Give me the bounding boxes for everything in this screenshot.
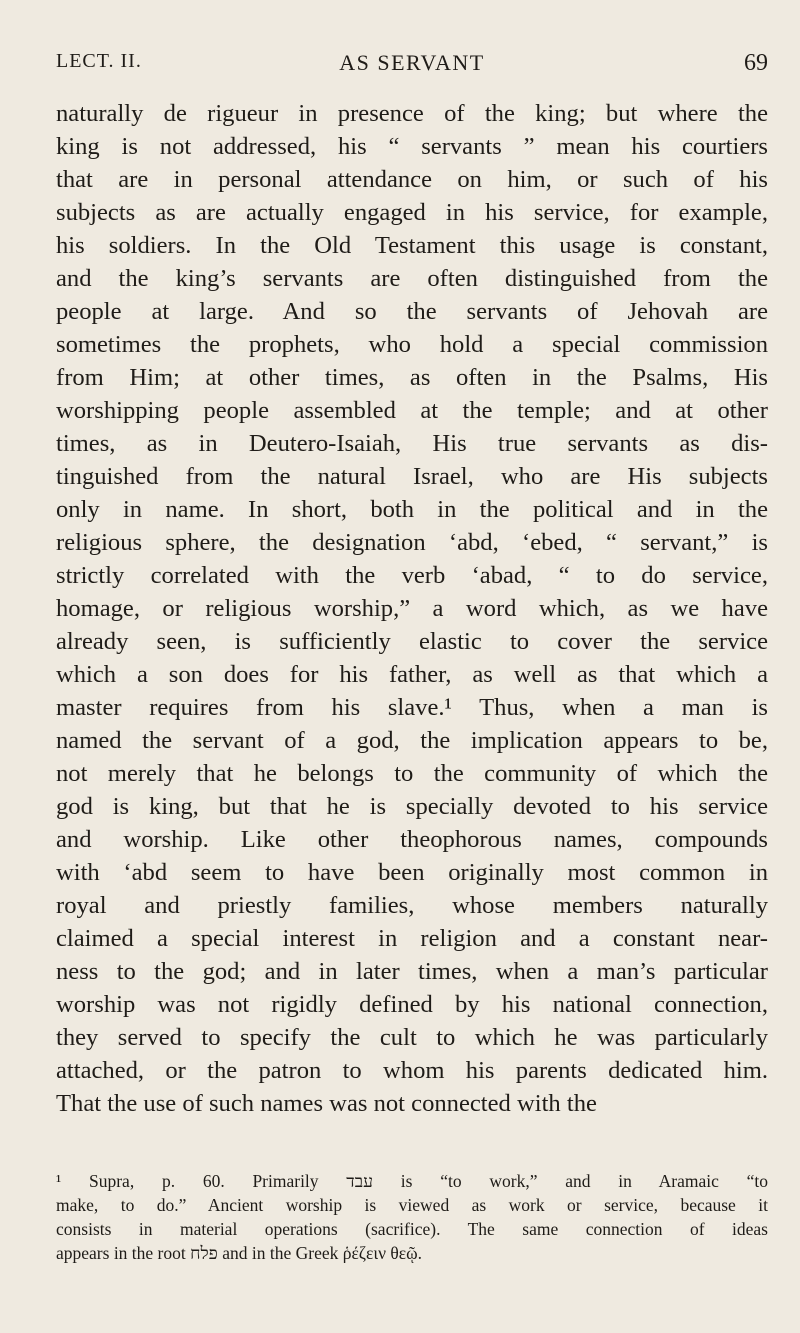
running-header: [56, 50, 768, 90]
text-line: which a son does for his father, as well as that which a: [56, 661, 768, 688]
text-line: worshipping people assembled at the temple; and at other: [56, 397, 768, 424]
text-line: only in name. In short, both in the political and in the: [56, 496, 768, 523]
footnote-line: make, to do.” Ancient worship is viewed as work or service, because it: [56, 1195, 768, 1215]
text-line: ness to the god; and in later times, when a man’s particular: [56, 958, 768, 985]
lecture-label: LECT. II.: [56, 50, 142, 72]
footnote-line: appears in the root פלח and in the Greek ῥέζειν θεῷ.: [56, 1243, 423, 1263]
text-line: That the use of such names was not connected with the: [56, 1090, 597, 1117]
page-number: 69: [744, 50, 768, 76]
footnote-line: consists in material operations (sacrifice). The same connection of ideas: [56, 1219, 768, 1239]
footnote: [56, 1169, 768, 1265]
text-line: religious sphere, the designation ‘abd, ‘ebed, “ servant,” is: [56, 529, 768, 556]
text-line: that are in personal attendance on him, or such of his: [56, 166, 768, 193]
text-line: with ‘abd seem to have been originally most common in: [56, 859, 768, 886]
text-line: and worship. Like other theophorous names, compounds: [56, 826, 768, 853]
text-line: strictly correlated with the verb ‘abad, “ to do service,: [56, 562, 768, 589]
text-line: attached, or the patron to whom his parents dedicated him.: [56, 1057, 768, 1084]
text-line: king is not addressed, his “ servants ” mean his courtiers: [56, 133, 768, 160]
text-line: naturally de rigueur in presence of the king; but where the: [56, 100, 768, 127]
running-title: AS SERVANT: [339, 50, 485, 75]
main-text: [56, 97, 768, 1120]
text-line: claimed a special interest in religion and a constant near-: [56, 925, 768, 952]
footnote-line: ¹ Supra, p. 60. Primarily עבד is “to work,” and in Aramaic “to: [56, 1171, 768, 1191]
text-line: and the king’s servants are often distinguished from the: [56, 265, 768, 292]
text-line: times, as in Deutero-Isaiah, His true servants as dis-: [56, 430, 768, 457]
text-line: sometimes the prophets, who hold a special commission: [56, 331, 768, 358]
text-line: they served to specify the cult to which he was particularly: [56, 1024, 768, 1051]
text-line: worship was not rigidly defined by his national connection,: [56, 991, 768, 1018]
text-line: people at large. And so the servants of Jehovah are: [56, 298, 768, 325]
text-line: god is king, but that he is specially devoted to his service: [56, 793, 768, 820]
text-line: royal and priestly families, whose members naturally: [56, 892, 768, 919]
text-line: not merely that he belongs to the community of which the: [56, 760, 768, 787]
text-line: homage, or religious worship,” a word which, as we have: [56, 595, 768, 622]
text-line: his soldiers. In the Old Testament this usage is constant,: [56, 232, 768, 259]
text-line: already seen, is sufficiently elastic to cover the service: [56, 628, 768, 655]
text-line: named the servant of a god, the implication appears to be,: [56, 727, 768, 754]
text-line: tinguished from the natural Israel, who are His subjects: [56, 463, 768, 490]
text-line: master requires from his slave.¹ Thus, when a man is: [56, 694, 768, 721]
text-line: from Him; at other times, as often in the Psalms, His: [56, 364, 768, 391]
text-line: subjects as are actually engaged in his service, for example,: [56, 199, 768, 226]
